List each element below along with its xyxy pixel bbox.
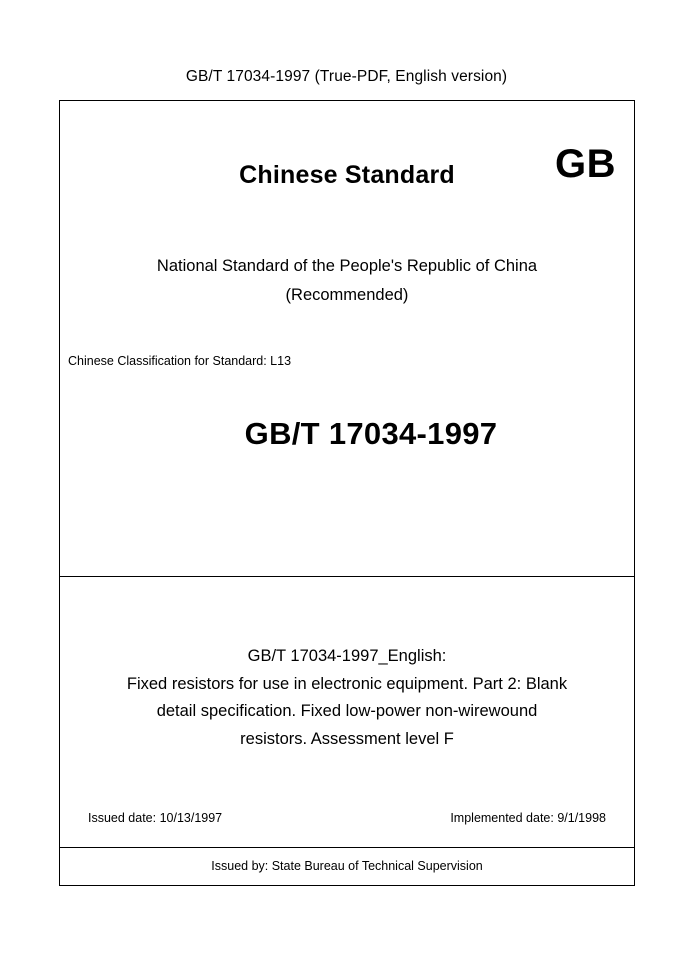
cover-upper-section bbox=[60, 101, 634, 577]
standard-title-line-2: Fixed resistors for use in electronic equipment. Part 2: Blank bbox=[126, 674, 568, 693]
national-standard-text bbox=[60, 252, 634, 310]
gb-logo-mark: GB bbox=[555, 142, 616, 186]
dates-row bbox=[60, 811, 634, 825]
national-standard-line-2: (Recommended) bbox=[285, 285, 409, 304]
cover-heading: Chinese Standard bbox=[239, 161, 455, 189]
classification-text: Chinese Classification for Standard: L13 bbox=[68, 353, 292, 368]
standard-title-line-1: GB/T 17034-1997_English: bbox=[247, 647, 447, 665]
implemented-date: Implemented date: 9/1/1998 bbox=[450, 811, 606, 825]
cover-lower-section bbox=[60, 577, 634, 848]
standard-title-block bbox=[60, 577, 634, 754]
standard-number: GB/T 17034-1997 bbox=[244, 415, 498, 451]
standard-title-line-3: detail specification. Fixed low-power non-wirewound bbox=[156, 702, 538, 721]
issued-by-text: Issued by: State Bureau of Technical Supervision bbox=[211, 859, 483, 873]
standard-cover-frame bbox=[59, 100, 635, 886]
page-header-title: GB/T 17034-1997 (True-PDF, English version) bbox=[185, 68, 508, 85]
national-standard-line-1: National Standard of the People's Republic of China bbox=[156, 257, 538, 275]
issued-date: Issued date: 10/13/1997 bbox=[88, 811, 223, 825]
standard-title-line-4: resistors. Assessment level F bbox=[240, 730, 454, 749]
